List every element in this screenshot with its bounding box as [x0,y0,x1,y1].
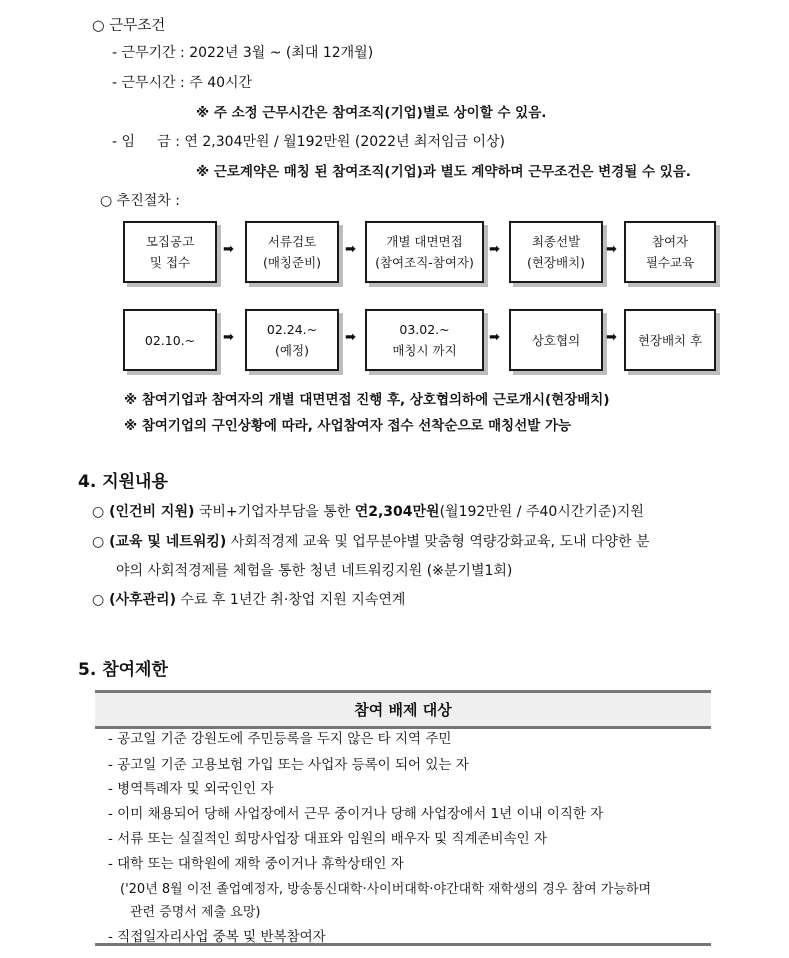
arrow-icon: ➡ [606,242,617,257]
table-row: - 직접일자리사업 중복 및 반복참여자 [108,929,326,945]
arrow-icon: ➡ [223,242,234,257]
process-step-4-line1: 최종선발 [531,234,581,249]
process-heading: ○ 추진절차 : [100,193,180,209]
process-step-3 [365,221,484,283]
process-step-5-line1: 참여자 [651,234,689,249]
support-item-1-label: ○ (인건비 지원) [92,504,195,520]
process-date-3-line1: 03.02.~ [399,322,450,337]
process-step-3-line2: (참여조직-참여자) [375,255,474,270]
process-step-5 [624,221,716,283]
work-wage: - 임 금 : 연 2,304만원 / 월192만원 (2022년 최저임금 이상) [112,134,506,150]
arrow-icon: ➡ [489,330,500,345]
process-step-2 [245,221,339,283]
process-date-3 [365,309,484,371]
restriction-table-header: 참여 배제 대상 [95,690,711,729]
process-date-2-line2: (예정) [275,343,309,358]
table-row: - 공고일 기준 고용보험 가입 또는 사업자 등록이 되어 있는 자 [108,757,469,773]
work-period: - 근무기간 : 2022년 3월 ~ (최대 12개월) [112,45,374,61]
support-item-2 [92,531,650,551]
support-item-1-text-a: 국비+기업자부담을 통한 [194,504,355,520]
table-row: - 이미 채용되어 당해 사업장에서 근무 중이거나 당해 사업장에서 1년 이내 이직한 자 [108,806,604,822]
process-date-5-line1: 현장배치 후 [637,332,703,348]
support-item-2-cont: 야의 사회적경제를 체험을 통한 청년 네트워킹지원 (※분기별1회) [116,563,513,579]
work-hours-note: ※ 주 소정 근무시간은 참여조직(기업)별로 상이할 수 있음. [196,105,547,121]
process-date-2-line1: 02.24.~ [266,322,318,337]
support-item-1 [92,501,644,521]
work-hours: - 근무시간 : 주 40시간 [112,75,253,91]
process-step-4 [509,221,603,283]
process-date-5 [624,309,716,371]
table-row-note-cont: 관련 증명서 제출 요망) [130,905,261,920]
process-date-2 [245,309,339,371]
support-item-1-amount: 연2,304만원 [354,504,440,520]
support-item-3-label: ○ (사후관리) [92,592,176,608]
process-step-1 [123,221,217,283]
process-note-2: ※ 참여기업의 구인상황에 따라, 사업참여자 접수 선착순으로 매칭선발 가능 [124,418,572,434]
table-row: - 병역특례자 및 외국인인 자 [108,781,274,797]
process-step-4-line2: (현장배치) [526,255,586,270]
process-note-1: ※ 참여기업과 참여자의 개별 대면면접 진행 후, 상호협의하에 근로개시(현장배치) [124,392,610,408]
table-row: - 대학 또는 대학원에 재학 중이거나 휴학상태인 자 [108,856,404,872]
arrow-icon: ➡ [345,242,356,257]
support-item-3 [92,589,405,609]
table-row-note: ('20년 8월 이전 졸업예정자, 방송통신대학·사이버대학·야간대학 재학생의 경우 참여 가능하며 [120,882,652,897]
process-date-1-line1: 02.10.~ [144,332,196,348]
support-title: 4. 지원내용 [78,472,168,492]
table-row: - 서류 또는 실질적인 희망사업장 대표와 임원의 배우자 및 직계존비속인 자 [108,831,548,847]
arrow-icon: ➡ [223,330,234,345]
support-item-1-text-b: (월192만원 / 주40시간기준)지원 [439,504,644,520]
work-wage-note: ※ 근로계약은 매칭 된 참여조직(기업)과 별도 계약하며 근무조건은 변경될 수 있음. [196,164,691,180]
arrow-icon: ➡ [345,330,356,345]
restriction-title: 5. 참여제한 [78,660,168,680]
process-date-1 [123,309,217,371]
process-step-1-line2: 및 접수 [149,255,191,270]
process-date-4 [509,309,603,371]
support-item-3-text: 수료 후 1년간 취·창업 지원 지속연계 [175,592,406,608]
table-bottom-border [95,943,711,946]
process-step-1-line1: 모집공고 [145,234,195,249]
support-item-2-label: ○ (교육 및 네트워킹) [92,534,227,550]
process-date-4-line1: 상호협의 [531,332,581,348]
arrow-icon: ➡ [606,330,617,345]
process-step-3-line1: 개별 대면면접 [386,234,463,249]
table-row: - 공고일 기준 강원도에 주민등록을 두지 않은 타 지역 주민 [108,731,452,747]
process-step-2-line2: (매칭준비) [262,255,322,270]
process-date-3-line2: 매칭시 까지 [392,343,457,358]
work-heading: ○ 근무조건 [92,18,166,34]
arrow-icon: ➡ [489,242,500,257]
process-step-5-line2: 필수교육 [645,255,695,270]
support-item-2-text: 사회적경제 교육 및 업무분야별 맞춤형 역량강화교육, 도내 다양한 분 [226,534,650,550]
process-step-2-line1: 서류검토 [267,234,317,249]
